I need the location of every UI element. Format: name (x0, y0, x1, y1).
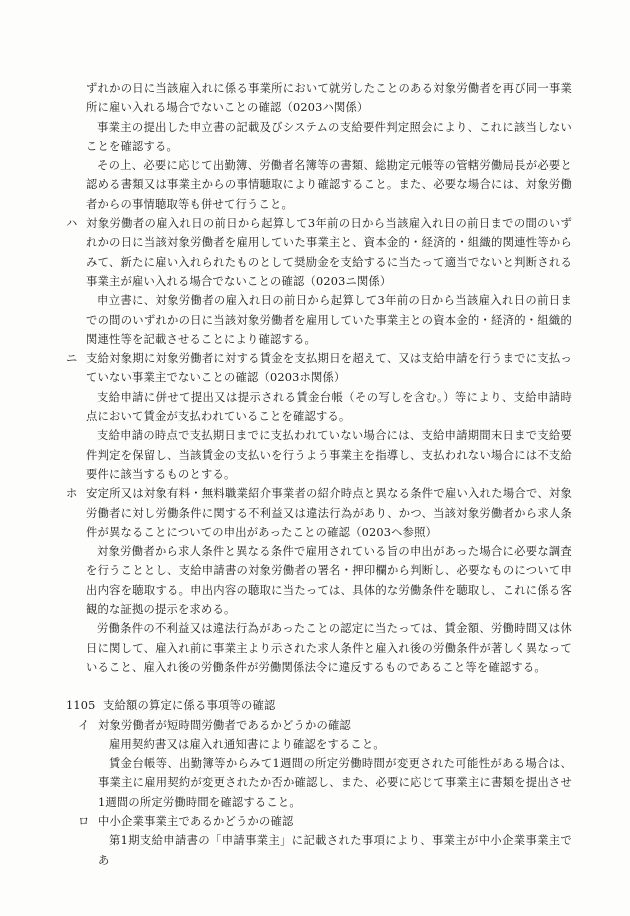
item-i (66, 716, 572, 735)
item-marker-ni: ニ (66, 352, 78, 366)
section-title: 支給額の算定に係る事項等の確認 (103, 699, 276, 713)
paragraph: 事業主の提出した申立書の記載及びシステムの支給要件判定照会により、これに該当しないことを確認する。 (86, 120, 572, 153)
section-number: 1105 (66, 699, 96, 713)
item-text: 対象労働者の雇入れ日の前日から起算して3年前の日から当該雇入れ日の前日までの間のいずれかの日に当該対象労働者を雇用していた事業主と、資本金的・経済的・組織的関連性等からみて、新たに雇い入れられたものとして奨励金を支給するに当たって適当でないと判断される事業主が雇い入れる場合でないことの確認（0203ニ関係） (86, 217, 572, 288)
item-ho (66, 484, 572, 542)
paragraph: 対象労働者から求人条件と異なる条件で雇用されている旨の申出があった場合に必要な調査を行うこととし、支給申請書の対象労働者の署名・押印欄から判断し、必要なものについて申出内容を聴取する。申出内容の聴取に当たっては、具体的な労働条件を聴取し、これに係る客観的な証拠の提示を求める。 (86, 545, 572, 617)
item-ha (66, 214, 572, 291)
section-heading-1105 (66, 696, 572, 715)
paragraph: 第1期支給申請書の「申請事業主」に記載された事項により、事業主が中小企業事業主であ (98, 834, 572, 867)
item-ni (66, 349, 572, 388)
paragraph: 支給申請の時点で支払期日までに支払われていない場合には、支給申請期間末日まで支給要件判定を保留し、当該賃金の支払いを行うよう事業主を指導し、支払われない場合には不支給要件に該当するものとする。 (86, 429, 572, 481)
paragraph: 労働条件の不利益又は違法行為があったことの認定に当たっては、賃金額、労働時間又は休日に関して、雇入れ前に事業主より示された求人条件と雇入れ後の労働条件が著しく異なっていること、雇入れ後の労働条件が労働関係法令に違反するものであること等を確認する。 (86, 622, 572, 674)
paragraph: 支給申請に併せて提出又は提示される賃金台帳（その写しを含む。）等により、支給申請時点において賃金が支払われていることを確認する。 (86, 390, 572, 424)
item-text: 支給対象期に対象労働者に対する賃金を支払期日を超えて、又は支給申請を行うまでに支払っていない事業主でないことの確認（0203ホ関係） (86, 352, 572, 385)
paragraph: 雇用契約書又は雇入れ通知書により確認をすること。 (109, 737, 385, 751)
item-text: 安定所又は対象有料・無料職業紹介事業者の紹介時点と異なる条件で雇い入れた場合で、対象労働者に対し労働条件に関する不利益又は違法行為があり、かつ、当該対象労働者から求人条件が異なることについての申出があったことの確認（0203ヘ参照） (86, 487, 572, 539)
item-marker-ho: ホ (66, 487, 78, 501)
carryover-paragraph: ずれかの日に当該雇入れに係る事業所において就労したことのある対象労働者を再び同一事業所に雇い入れる場合でないことの確認（0203ハ関係） (86, 82, 572, 115)
item-ro (66, 812, 572, 831)
paragraph: 申立書に、対象労働者の雇入れ日の前日から起算して3年前の日から当該雇入れ日の前日までの間のいずれかの日に当該対象労働者を雇用していた事業主との資本金的・経済的・組織的関連性等を記載させることにより確認する。 (86, 294, 572, 346)
paragraph: その上、必要に応じて出勤簿、労働者名簿等の書類、総勘定元帳等の管轄労働局長が必要と認める書類又は事業主からの事情聴取により確認すること。また、必要な場合には、対象労働者からの事情聴取等も併せて行うこと。 (86, 159, 572, 211)
item-marker-ro: ロ (78, 814, 90, 828)
item-marker-i: イ (78, 718, 90, 732)
item-text: 対象労働者が短時間労働者であるかどうかの確認 (98, 718, 351, 732)
paragraph: 賃金台帳等、出勤簿等からみて1週間の所定労働時間が変更された可能性がある場合は、事業主に雇用契約が変更されたか否か確認し、また、必要に応じて事業主に書類を提出させ1週間の所定労働時間を確認すること。 (98, 757, 572, 809)
item-text: 中小企業事業主であるかどうかの確認 (98, 814, 294, 828)
item-marker-ha: ハ (66, 217, 78, 231)
